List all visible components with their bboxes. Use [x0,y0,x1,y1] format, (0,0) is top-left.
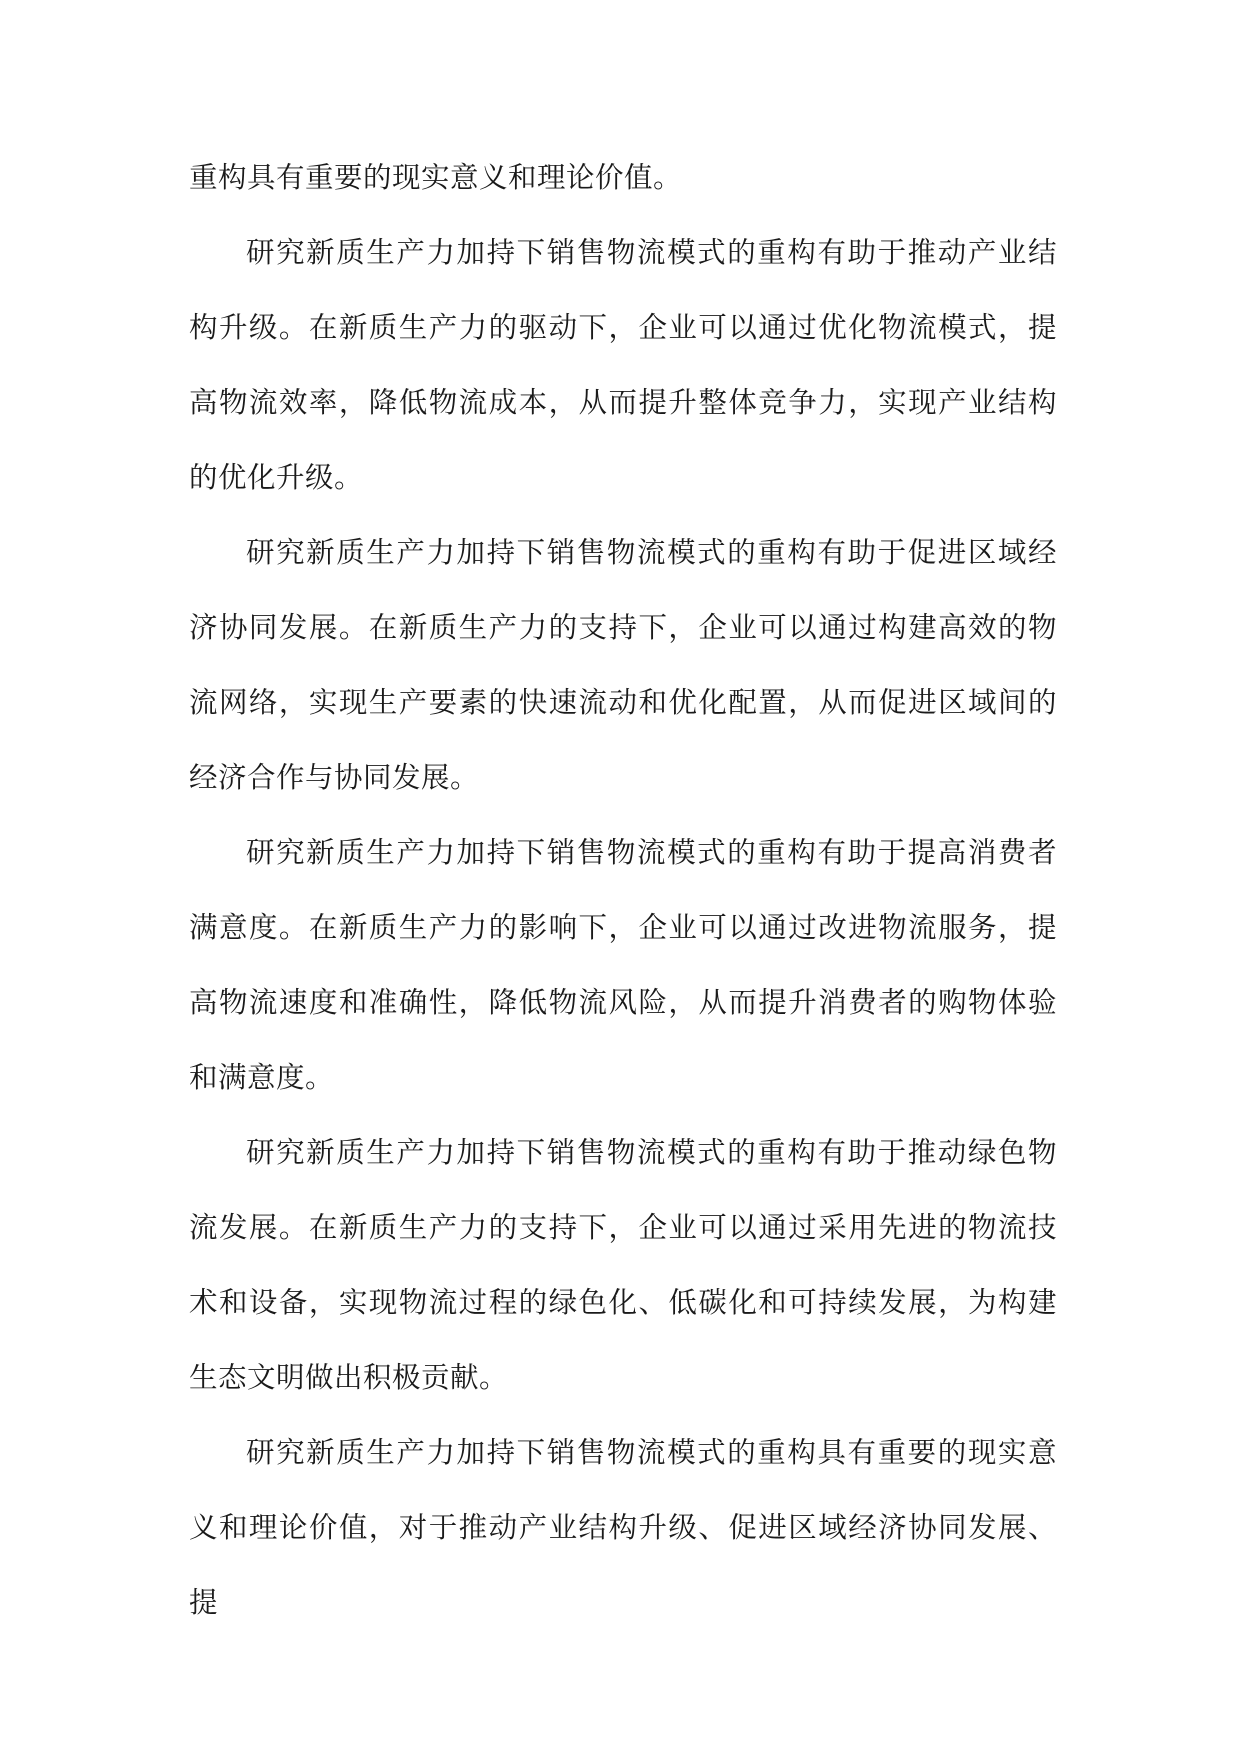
paragraph-regional-coordination: 研究新质生产力加持下销售物流模式的重构有助于促进区域经济协同发展。在新质生产力的支持下，企业可以通过构建高效的物流网络，实现生产要素的快速流动和优化配置，从而促进区域间的经济合作与协同发展。 [189,536,1057,794]
paragraph-summary: 研究新质生产力加持下销售物流模式的重构具有重要的现实意义和理论价值，对于推动产业结构升级、促进区域经济协同发展、提 [189,1436,1057,1619]
document-body [189,140,1057,1640]
paragraph-continuation: 重构具有重要的现实意义和理论价值。 [189,161,683,194]
paragraph-consumer-satisfaction: 研究新质生产力加持下销售物流模式的重构有助于提高消费者满意度。在新质生产力的影响下，企业可以通过改进物流服务，提高物流速度和准确性，降低物流风险，从而提升消费者的购物体验和满意度。 [189,836,1057,1094]
paragraph-industrial-upgrade: 研究新质生产力加持下销售物流模式的重构有助于推动产业结构升级。在新质生产力的驱动下，企业可以通过优化物流模式，提高物流效率，降低物流成本，从而提升整体竞争力，实现产业结构的优化升级。 [189,236,1057,494]
paragraph-green-logistics: 研究新质生产力加持下销售物流模式的重构有助于推动绿色物流发展。在新质生产力的支持下，企业可以通过采用先进的物流技术和设备，实现物流过程的绿色化、低碳化和可持续发展，为构建生态文明做出积极贡献。 [189,1136,1057,1394]
